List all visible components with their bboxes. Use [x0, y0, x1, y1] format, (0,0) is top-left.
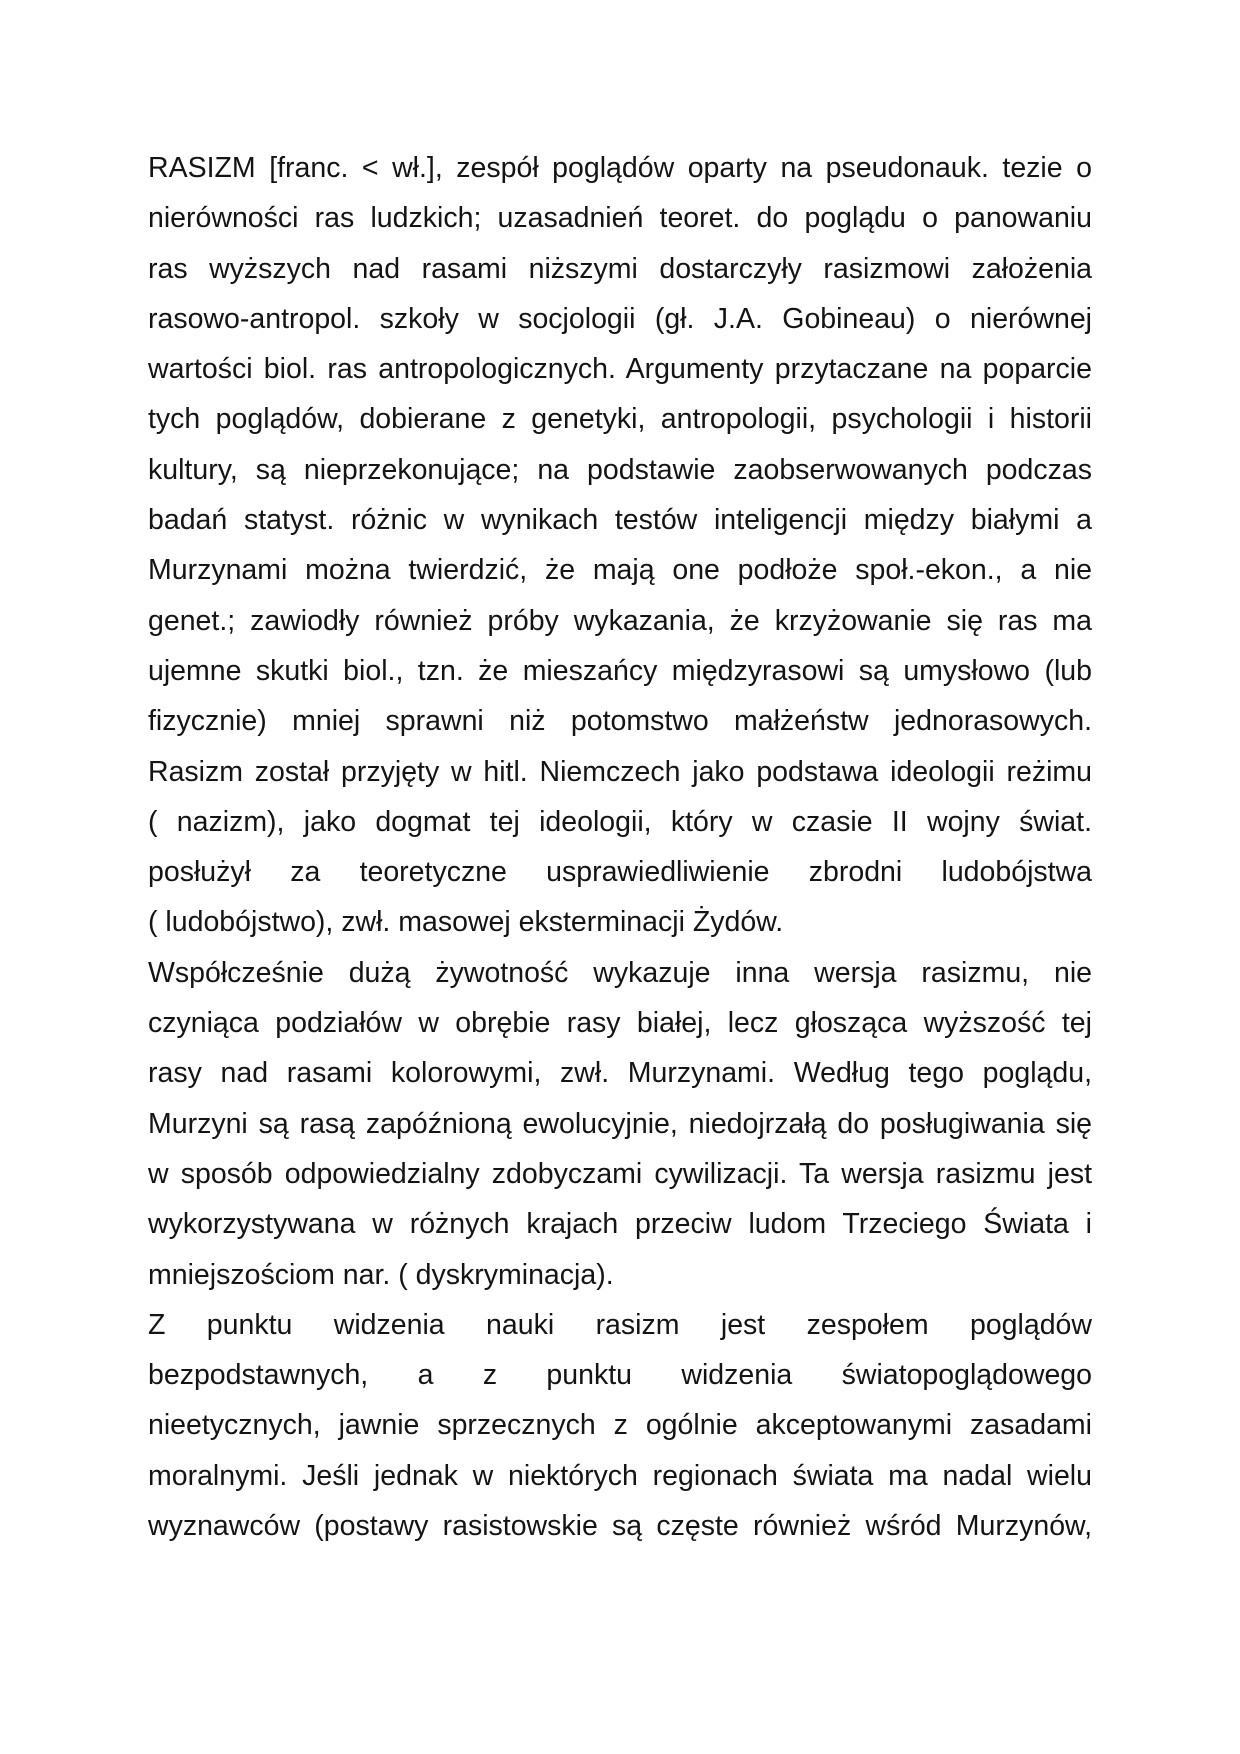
text-line: ras wyższych nad rasami niższymi dostarczyły rasizmowi założenia: [148, 252, 1092, 285]
text-line: mniejszościom nar. ( dyskryminacja).: [148, 1258, 614, 1291]
text-line: fizycznie) mniej sprawni niż potomstwo małżeństw jednorasowych.: [148, 705, 1092, 738]
text-line: ujemne skutki biol., tzn. że mieszańcy międzyrasowi są umysłowo (lub: [148, 654, 1092, 687]
text-line: kultury, są nieprzekonujące; na podstawie zaobserwowanych podczas: [148, 453, 1092, 486]
text-line: w sposób odpowiedzialny zdobyczami cywilizacji. Ta wersja rasizmu jest: [148, 1157, 1092, 1190]
text-line: Współcześnie dużą żywotność wykazuje inna wersja rasizmu, nie: [148, 956, 1092, 989]
paragraph-2: [148, 948, 1092, 1300]
text-line: badań statyst. różnic w wynikach testów inteligencji między białymi a: [148, 504, 1092, 537]
paragraph-3: [148, 1300, 1092, 1551]
paragraph-1: [148, 143, 1092, 948]
text-line: moralnymi. Jeśli jednak w niektórych regionach świata ma nadal wielu: [148, 1459, 1092, 1492]
text-line: czyniąca podziałów w obrębie rasy białej, lecz głosząca wyższość tej: [148, 1007, 1092, 1040]
text-line: ( ludobójstwo), zwł. masowej eksterminacji Żydów.: [148, 906, 784, 939]
text-line: genet.; zawiodły również próby wykazania, że krzyżowanie się ras ma: [148, 604, 1092, 637]
text-line: nierówności ras ludzkich; uzasadnień teoret. do poglądu o panowaniu: [148, 202, 1092, 235]
text-line: RASIZM [franc. < wł.], zespół poglądów oparty na pseudonauk. tezie o: [148, 152, 1092, 184]
text-line: Murzynami można twierdzić, że mają one podłoże społ.-ekon., a nie: [148, 554, 1092, 587]
document-body: [148, 143, 1092, 1551]
text-line: rasowo-antropol. szkoły w socjologii (gł. J.A. Gobineau) o nierównej: [148, 302, 1092, 335]
text-line: wartości biol. ras antropologicznych. Argumenty przytaczane na poparcie: [148, 353, 1092, 386]
text-line: Rasizm został przyjęty w hitl. Niemczech jako podstawa ideologii reżimu: [148, 755, 1092, 788]
text-line: ( nazizm), jako dogmat tej ideologii, który w czasie II wojny świat.: [148, 805, 1092, 838]
text-line: wykorzystywana w różnych krajach przeciw ludom Trzeciego Świata i: [148, 1208, 1092, 1241]
text-line: nieetycznych, jawnie sprzecznych z ogólnie akceptowanymi zasadami: [148, 1409, 1092, 1442]
text-line: bezpodstawnych, a z punktu widzenia światopoglądowego: [148, 1359, 1092, 1392]
text-line: wyznawców (postawy rasistowskie są częste również wśród Murzynów,: [148, 1510, 1092, 1543]
text-line: posłużył za teoretyczne usprawiedliwienie zbrodni ludobójstwa: [148, 856, 1092, 889]
text-line: Z punktu widzenia nauki rasizm jest zespołem poglądów: [148, 1308, 1092, 1341]
text-line: Murzyni są rasą zapóźnioną ewolucyjnie, niedojrzałą do posługiwania się: [148, 1107, 1092, 1140]
text-line: tych poglądów, dobierane z genetyki, antropologii, psychologii i historii: [148, 403, 1092, 436]
text-line: rasy nad rasami kolorowymi, zwł. Murzynami. Według tego poglądu,: [148, 1057, 1092, 1090]
